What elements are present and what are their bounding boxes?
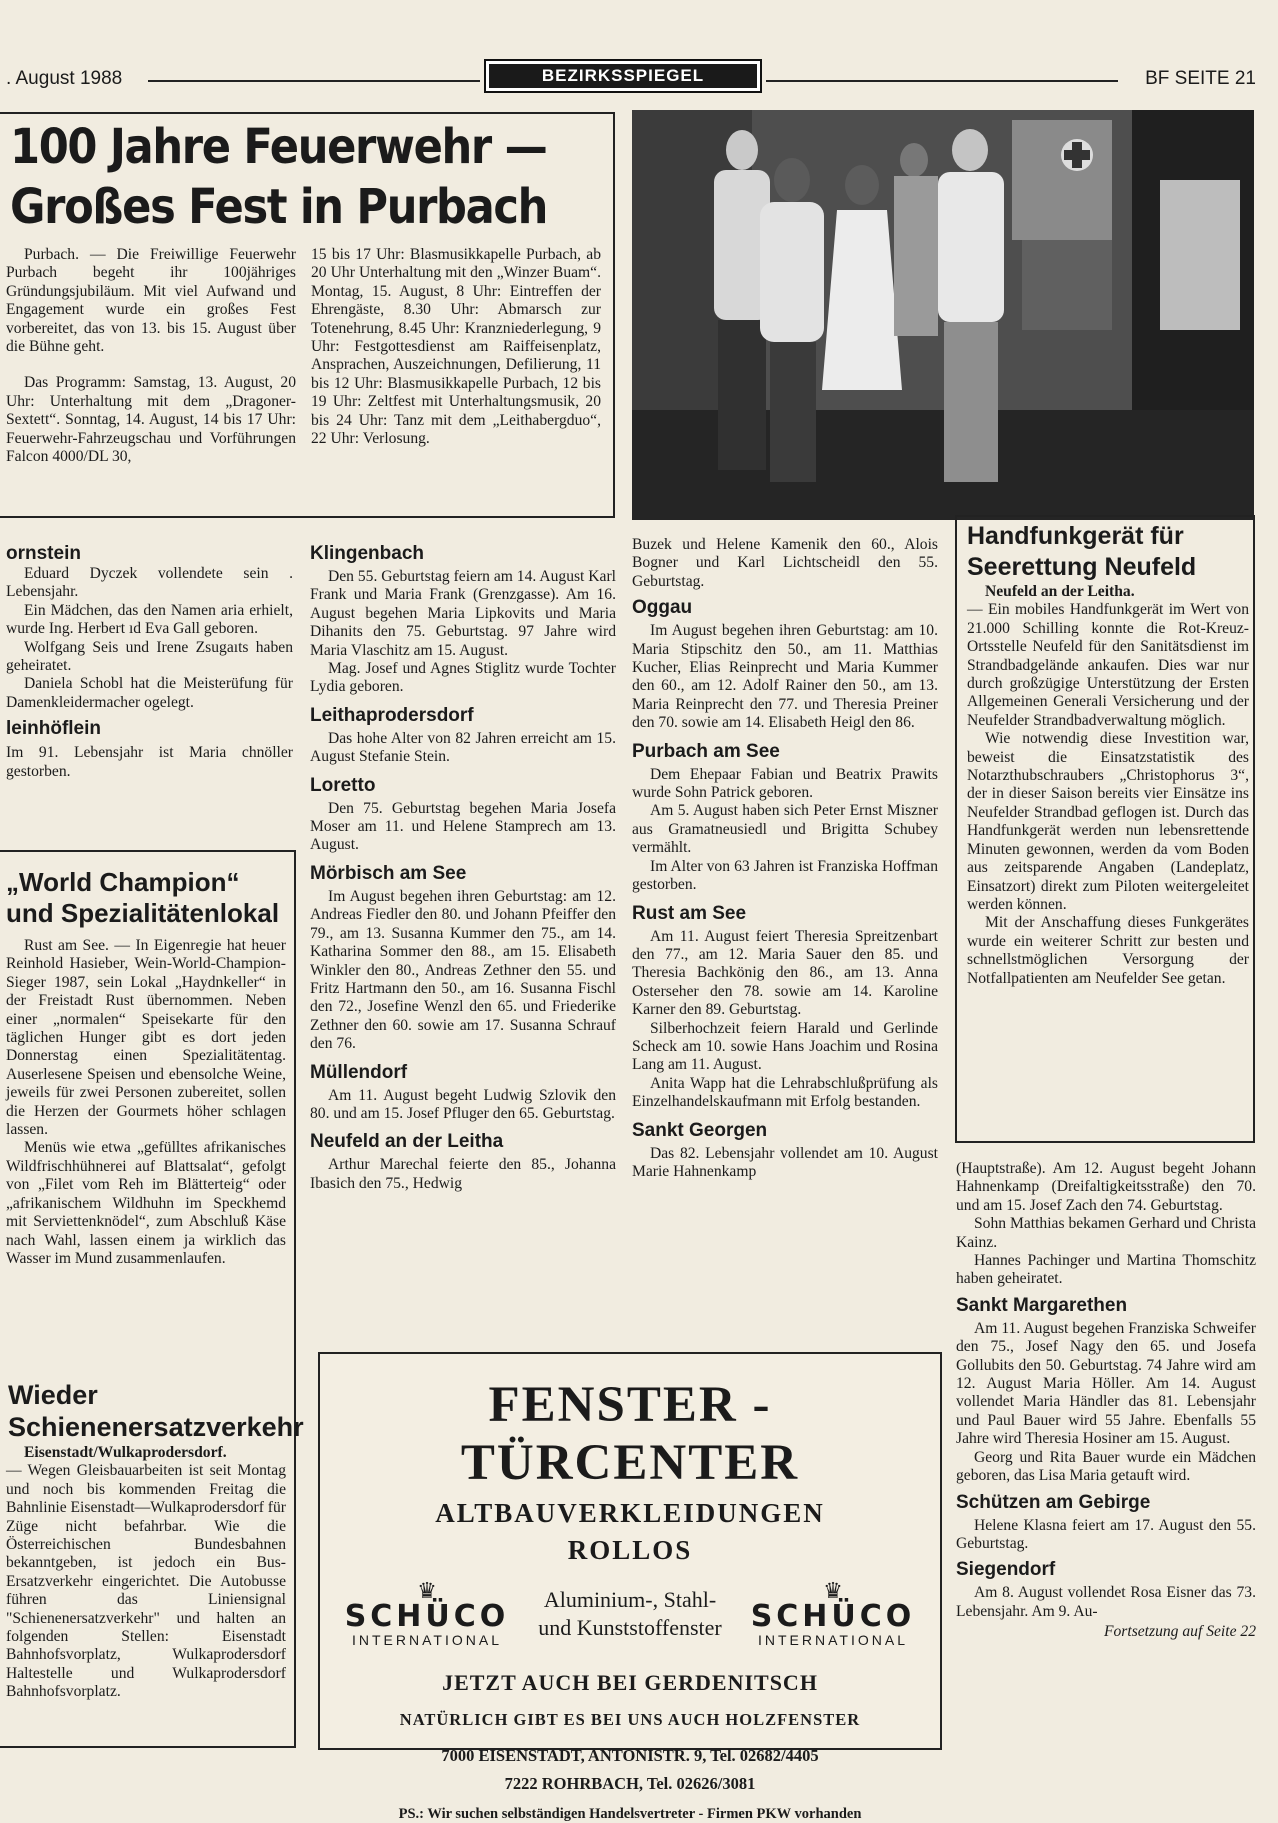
ad-materials-line2: und Kunststoffenster bbox=[538, 1615, 722, 1640]
ad-address-rohrbach: 7222 ROHRBACH, Tel. 02626/3081 bbox=[504, 1774, 756, 1793]
handfunk-lead: Neufeld an der Leitha. bbox=[985, 583, 1135, 600]
world-champion-paragraph: Menüs wie etwa „gefülltes afrikanisches Wildfrischhühnerei auf Blattsalat“, gefolgt von „Filet vom Reh im Blätterteig“ oder „afrikanischem Wildhuhn im Speckhemd mit Serviettenknödel“, zum Abschluß Käse nach Wahl, lassen einem ja wirklich das Wasser im Mund zusammenlaufen. bbox=[6, 1139, 286, 1267]
crown-icon: ♛ bbox=[417, 1578, 437, 1603]
section-paragraph: Im August begehen ihren Geburtstag: am 12. Andreas Fiedler den 80. und Johann Pfeiffer den 79., am 13. Susanna Kummer den 75., am 14. Katharina Sommer den 88., am 15. Elisabeth Winkler den 80., Andreas Zethner den 55. und Fritz Hartmann den 50., am 16. Susanna Fischl den 72., Josefine Wenzl den 65. und Friederike Zethner den 60. sowie am 17. Susanna Schrauf den 76. bbox=[310, 887, 616, 1053]
hornstein-paragraph: Daniela Schobl hat die Meisterüfung für Damenkleidermacher ogelegt. bbox=[6, 675, 293, 711]
section-heading: Loretto bbox=[310, 774, 376, 796]
schueco-logo-right bbox=[744, 1580, 922, 1648]
world-champion-title: „World Champion“ und Spezialitätenlokal bbox=[6, 867, 280, 928]
section-heading: Mörbisch am See bbox=[310, 862, 467, 884]
section-paragraph: Am 11. August begeht Ludwig Szlovik den 80. und am 15. Josef Pfluger den 65. Geburtstag. bbox=[310, 1086, 616, 1122]
column-b-section bbox=[310, 775, 616, 855]
section-heading: Sankt Margarethen bbox=[956, 1294, 1128, 1316]
feuerwehr-headline-line1: 100 Jahre Feuerwehr — bbox=[10, 119, 547, 175]
ad-ps-note: PS.: Wir suchen selbständigen Handelsvertreter - Firmen PKW vorhanden bbox=[398, 1806, 862, 1822]
section-paragraph: Das hohe Alter von 82 Jahren erreicht am 15. August Stefanie Stein. bbox=[310, 729, 616, 766]
section-paragraph: Das 82. Lebensjahr vollendet am 10. August Marie Hahnenkamp bbox=[632, 1144, 938, 1180]
hornstein-paragraph: Wolfgang Seis und Irene Zsugaıts haben geheiratet. bbox=[6, 638, 293, 675]
schueco-logo-left bbox=[338, 1580, 516, 1648]
section-paragraph: Am 11. August feiert Theresia Spreitzenbart den 77., am 12. Maria Sauer den 85. und Theresia Bachkönig den 86., am 13. Anna Osterseher den 78. sowie am 14. Karoline Karner den 89. Geburtstag. bbox=[632, 927, 938, 1019]
section-paragraph: Georg und Rita Bauer wurde ein Mädchen geboren, das Lisa Maria getauft wird. bbox=[956, 1448, 1256, 1485]
ad-now-gerdenitsch: JETZT AUCH BEI GERDENITSCH bbox=[442, 1670, 818, 1695]
ad-materials bbox=[538, 1586, 722, 1642]
column-b-section bbox=[310, 543, 616, 697]
feuerwehr-article bbox=[0, 112, 615, 518]
section-paragraph: Dem Ehepaar Fabian und Beatrix Prawits wurde Sohn Patrick geboren. bbox=[632, 765, 938, 802]
column-b bbox=[310, 543, 616, 1193]
section-heading: Rust am See bbox=[632, 902, 747, 924]
column-c-section bbox=[632, 903, 938, 1112]
column-b-section bbox=[310, 705, 616, 767]
section-label-box bbox=[484, 59, 762, 93]
column-d-section bbox=[956, 1492, 1256, 1554]
schienen-title: Wieder Schienenersatzverkehr bbox=[8, 1380, 304, 1442]
section-paragraph: Buzek und Helene Kamenik den 60., Alois Bogner und Karl Lichtscheidl den 55. Geburtstag. bbox=[632, 536, 938, 590]
feuerwehr-paragraph: 15 bis 17 Uhr: Blasmusikkapelle Purbach, ab 20 Uhr Unterhaltung mit den „Winzer Buam“. Montag, 15. August, 8 Uhr: Eintreffen der Ehrengäste, 8.30 Uhr: Abmarsch zur Totenehrung, 8.45 Uhr: Kranzniederlegung, 9 Uhr: Festgottesdienst am Raiffeisenplatz, Ansprachen, Auszeichnungen, Defilierung, 11 bis 12 Uhr: Blasmusikkapelle Purbach, 12 bis 19 Uhr: Zeltfest mit Unterhaltungsmusik, 20 bis 24 Uhr: Tanz mit dem „Leithabergduo“, 22 Uhr: Verlosung. bbox=[311, 246, 601, 448]
issue-date: . August 1988 bbox=[6, 68, 123, 89]
world-champion-box bbox=[0, 850, 304, 1748]
hornstein-text bbox=[6, 565, 293, 712]
column-c-section bbox=[632, 741, 938, 895]
section-paragraph: Im Alter von 63 Jahren ist Franziska Hoffman gestorben. bbox=[632, 857, 938, 894]
section-paragraph: Im August begehen ihren Geburtstag: am 10. Maria Stipschitz den 50., am 11. Matthias Kucher, Elias Reinprecht und Maria Kummer den 60., am 12. Adolf Rainer den 50., am 13. Maria Reinprecht den 77. und Theresia Preiner den 70. sowie am 14. Elisabeth Heigl den 86. bbox=[632, 622, 938, 732]
schienen-body bbox=[6, 1444, 286, 1702]
section-heading-hornstein: ornstein bbox=[6, 543, 81, 564]
column-c-section bbox=[632, 1120, 938, 1182]
section-heading: Müllendorf bbox=[310, 1061, 408, 1083]
crown-icon: ♛ bbox=[823, 1578, 843, 1603]
hornstein-paragraph: Ein Mädchen, das den Namen aria erhielt, wurde Ing. Herbert ıd Eva Gall geboren. bbox=[6, 601, 293, 638]
page-number: BF SEITE 21 bbox=[1145, 68, 1256, 89]
schienen-lead: Eisenstadt/Wulkaprodersdorf. bbox=[24, 1444, 227, 1461]
section-paragraph: Helene Klasna feiert am 17. August den 55. Geburtstag. bbox=[956, 1516, 1256, 1552]
section-heading: Neufeld an der Leitha bbox=[310, 1131, 504, 1153]
handfunk-box bbox=[955, 515, 1255, 1143]
section-paragraph: Sohn Matthias bekamen Gerhard und Christa Kainz. bbox=[956, 1215, 1256, 1251]
brand-subtitle: INTERNATIONAL bbox=[352, 1632, 502, 1648]
section-heading: Oggau bbox=[632, 597, 693, 619]
feuerwehr-headline-line2: Großes Fest in Purbach bbox=[10, 179, 548, 235]
section-paragraph: Am 11. August begehen Franziska Schweifer den 75., Josef Nagy den 65. und Josefa Gollubits den 50. Geburtstag. 74 Jahre wird am 12. August Maria Höller. Am 14. August vollendet Maria Händler das 81. Lebensjahr und Paul Bauer wird 55 Jahre. Ebenfalls 55 Jahre wird Theresia Hosiner am 15. August. bbox=[956, 1319, 1256, 1448]
header-rule-right bbox=[766, 80, 1118, 82]
ad-brand-row bbox=[320, 1566, 940, 1648]
kleinhoeflein-paragraph: Im 91. Lebensjahr ist Maria chnöller gestorben. bbox=[6, 744, 293, 780]
section-paragraph: Silberhochzeit feiern Harald und Gerlinde Scheck am 10. sowie Hans Joachim und Rosina Lang am 11. August. bbox=[632, 1019, 938, 1074]
ad-materials-line1: Aluminium-, Stahl- bbox=[543, 1587, 717, 1612]
ad-line-altbau: ALTBAUVERKLEIDUNGEN bbox=[435, 1498, 825, 1528]
feuerwehr-paragraph: Purbach. — Die Freiwillige Feuerwehr Purbach begeht ihr 100jähriges Gründungsjubiläum. Mit viel Aufwand und Engagement wurde ein großes Fest vorbereitet, das von 13. bis 15. August über die Bühne geht. bbox=[6, 246, 296, 356]
section-paragraph: Am 8. August vollendet Rosa Eisner das 73. Lebensjahr. Am 9. Au- bbox=[956, 1584, 1256, 1620]
section-paragraph: Hannes Pachinger und Martina Thomschitz haben geheiratet. bbox=[956, 1252, 1256, 1288]
section-label: BEZIRKSSPIEGEL bbox=[489, 64, 757, 88]
column-a bbox=[6, 543, 293, 781]
section-heading: Schützen am Gebirge bbox=[956, 1491, 1151, 1513]
world-champion-paragraph: Rust am See. — In Eigenregie hat heuer Reinhold Hasieber, Wein-World-Champion-Sieger 1987, sein Lokal „Haydnkeller“ in der Freistadt Rust übernommen. Neben einer „normalen“ Speisekarte für den täglichen Hunger gibt es dort jeden Donnerstag einen Spezialitätentag. Auserlesene Speisen und ebensolche Weine, jeweils für zwei Personen zubereitet, sollen die Herzen der Gourmets höher schlagen lassen. bbox=[6, 937, 286, 1139]
section-heading-kleinhoeflein: leinhöflein bbox=[6, 718, 101, 740]
handfunk-paragraph: — Ein mobiles Handfunkgerät im Wert von 21.000 Schilling konnte die Rot-Kreuz-Ortsstelle Neufeld für den Sanitätsdienst im Strandbadgelände ankaufen. Dies war nur durch großzügige Unterstützung der Ersten Allgemeinen Generali Versicherung und der Neufelder Strandbadverwaltung möglich. bbox=[967, 601, 1249, 729]
section-heading: Siegendorf bbox=[956, 1559, 1056, 1581]
column-d-section bbox=[956, 1559, 1256, 1621]
section-heading: Sankt Georgen bbox=[632, 1119, 768, 1141]
column-c-section bbox=[632, 597, 938, 732]
section-paragraph: Arthur Marechal feierte den 85., Johanna Ibasich den 75., Hedwig bbox=[310, 1156, 616, 1192]
ad-wood-windows: NATÜRLICH GIBT ES BEI UNS AUCH HOLZFENSTER bbox=[399, 1710, 861, 1729]
column-d-section bbox=[956, 1295, 1256, 1486]
header-rule-left bbox=[148, 80, 480, 82]
ad-line-rollos: ROLLOS bbox=[567, 1535, 693, 1565]
world-champion-body bbox=[6, 937, 286, 1268]
firefighters-photo bbox=[632, 110, 1254, 520]
kleinhoeflein-text bbox=[6, 744, 293, 781]
feuerwehr-col2 bbox=[311, 246, 601, 448]
section-paragraph: Anita Wapp hat die Lehrabschlußprüfung als Einzelhandelskaufmann mit Erfolg bestanden. bbox=[632, 1074, 938, 1111]
section-paragraph: (Hauptstraße). Am 12. August begeht Johann Hahnenkamp (Dreifaltigkeitsstraße) den 70. und am 15. Josef Zach den 74. Geburtstag. bbox=[956, 1160, 1256, 1214]
column-c bbox=[632, 536, 938, 1181]
schienen-paragraph: — Wegen Gleisbauarbeiten ist seit Montag und noch bis kommenden Freitag die Bahnlinie Eisenstadt—Wulkaprodersdorf für Züge nicht befahrbar. Wie die Österreichischen Bundesbahnen bekanntgeben, ist jedoch ein Bus-Ersatzverkehr eingerichtet. Die Autobusse führen das Liniensignal "Schienenersatzverkehr" und halten an folgenden Stellen: Eisenstadt Bahnhofsvorplatz, Wulkaprodersdorf Haltestelle und Wulkaprodersdorf Bahnhofsvorplatz. bbox=[6, 1462, 286, 1701]
feuerwehr-paragraph: Das Programm: Samstag, 13. August, 20 Uhr: Unterhaltung mit dem „Dragoner-Sextett“. Sonntag, 14. August, 14 bis 17 Uhr: Feuerwehr-Fahrzeugschau und Vorführungen Falcon 4000/DL 30, bbox=[6, 374, 296, 466]
section-heading: Purbach am See bbox=[632, 740, 780, 762]
column-b-section bbox=[310, 863, 616, 1054]
handfunk-paragraph: Mit der Anschaffung dieses Funkgerätes wurde ein weiterer Schritt zur besten und schnellstmöglichen Versorgung der Notfallpatienten am Neufelder See getan. bbox=[967, 914, 1249, 987]
brand-subtitle: INTERNATIONAL bbox=[758, 1632, 908, 1648]
brand-name: SCHÜCO bbox=[344, 1599, 510, 1634]
handfunk-title: Handfunkgerät für Seerettung Neufeld bbox=[967, 522, 1197, 581]
section-paragraph: Den 75. Geburtstag begehen Maria Josefa Moser am 11. und Helene Stamprech am 13. August. bbox=[310, 799, 616, 854]
section-paragraph: Den 55. Geburtstag feiern am 14. August Karl Frank und Maria Frank (Grenzgasse). Am 16. August begehen Maria Lipkovits und Maria Dihanits den 75. Geburtstag. 97 Jahre wird Maria Vlaschitz am 15. August. bbox=[310, 568, 616, 659]
brand-name: SCHÜCO bbox=[750, 1599, 916, 1634]
section-heading: Leithaprodersdorf bbox=[310, 704, 474, 726]
ad-title: FENSTER - TÜRCENTER bbox=[460, 1377, 800, 1491]
continued-note: Fortsetzung auf Seite 22 bbox=[1103, 1623, 1256, 1641]
column-b-section bbox=[310, 1131, 616, 1193]
fenster-tuercenter-ad bbox=[318, 1352, 942, 1822]
ad-address-eisenstadt: 7000 EISENSTADT, ANTONISTR. 9, Tel. 02682/4405 bbox=[441, 1746, 819, 1765]
feuerwehr-col1 bbox=[6, 246, 296, 466]
section-paragraph: Mag. Josef und Agnes Stiglitz wurde Tochter Lydia geboren. bbox=[310, 660, 616, 696]
handfunk-body bbox=[967, 583, 1249, 988]
column-d bbox=[956, 1160, 1256, 1642]
section-heading: Klingenbach bbox=[310, 543, 425, 564]
hornstein-paragraph: Eduard Dyczek vollendete sein . Lebensjahr. bbox=[6, 565, 293, 601]
handfunk-paragraph: Wie notwendig diese Investition war, beweist die Einsatzstatistik des Notarzthubschraubers „Christophorus 3“, der in dieser Saison bereits vier Einsätze ins Neufelder Strandbad geflogen ist. Durch das Handfunkgerät werden nun lebensrettende Minuten gewonnen, werden da vom Boden aus zeitsparende Angaben (Landeplatz, Einsatzort) direkt zum Piloten weitergeleitet werden können. bbox=[967, 730, 1249, 913]
column-b-section bbox=[310, 1062, 616, 1124]
section-paragraph: Am 5. August haben sich Peter Ernst Miszner aus Gramatneusiedl und Brigitta Schubey vermählt. bbox=[632, 802, 938, 857]
